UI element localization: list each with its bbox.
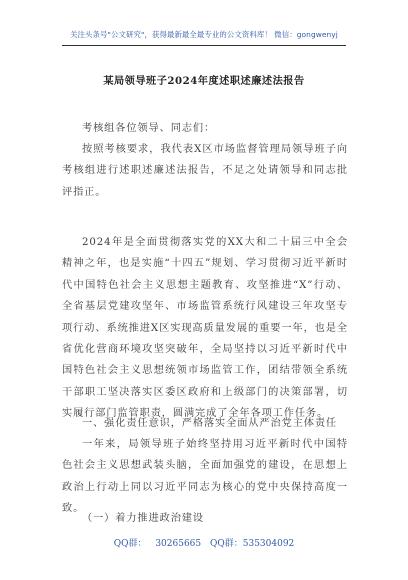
salutation: 考核组各位领导、同志们： — [82, 123, 216, 134]
section-paragraph: 一年来，局领导班子始终坚持用习近平新时代中国特色社会主义思想武装头脑，全面加强党的建设，在思想上政治上行动上同以习近平同志为核心的党中央保持高度一致。 — [62, 439, 348, 515]
header-divider — [62, 45, 346, 46]
header-promo-note: 关注头条号"公文研究"，获得最新最全最专业的公文资料库！ 微信：gongwenyj — [70, 30, 338, 39]
subsection-heading: （一）着力推进政治建设 — [82, 513, 204, 524]
section-heading: 一、强化责任意识，严格落实全面从严治党主体责任 — [82, 418, 338, 429]
paragraph-intro: 按照考核要求，我代表X区市场监督管理局领导班子向考核组进行述职述廉述法报告，不足之处请领导和同志批评指正。 — [62, 144, 348, 198]
footer-qq-groups: QQ群： 30265665 QQ群：535304092 — [113, 539, 295, 549]
document-title: 某局领导班子2024年度述职述廉述法报告 — [103, 75, 305, 87]
paragraph-overview: 2024年是全面贯彻落实党的XX大和二十届三中全会精神之年，也是实施“十四五”规划、学习贯彻习近平新时代中国特色社会主义思想主题教育、攻坚推进“X”行动、全省基层党建攻坚年、市场监管系统行风建设三年攻坚专项行动、系统推进X区实现高质量发展的重要一年，也是全省优化营商环境攻坚突破年，全局坚持以习近平新时代中国特色社会主义思想统领市场监管工作，团结带领全系统干部职工坚决落实区委区政府和上级部门的决策部署，切实履行部门监管职责，圆满完成了全年各项工作任务。 — [62, 237, 348, 420]
